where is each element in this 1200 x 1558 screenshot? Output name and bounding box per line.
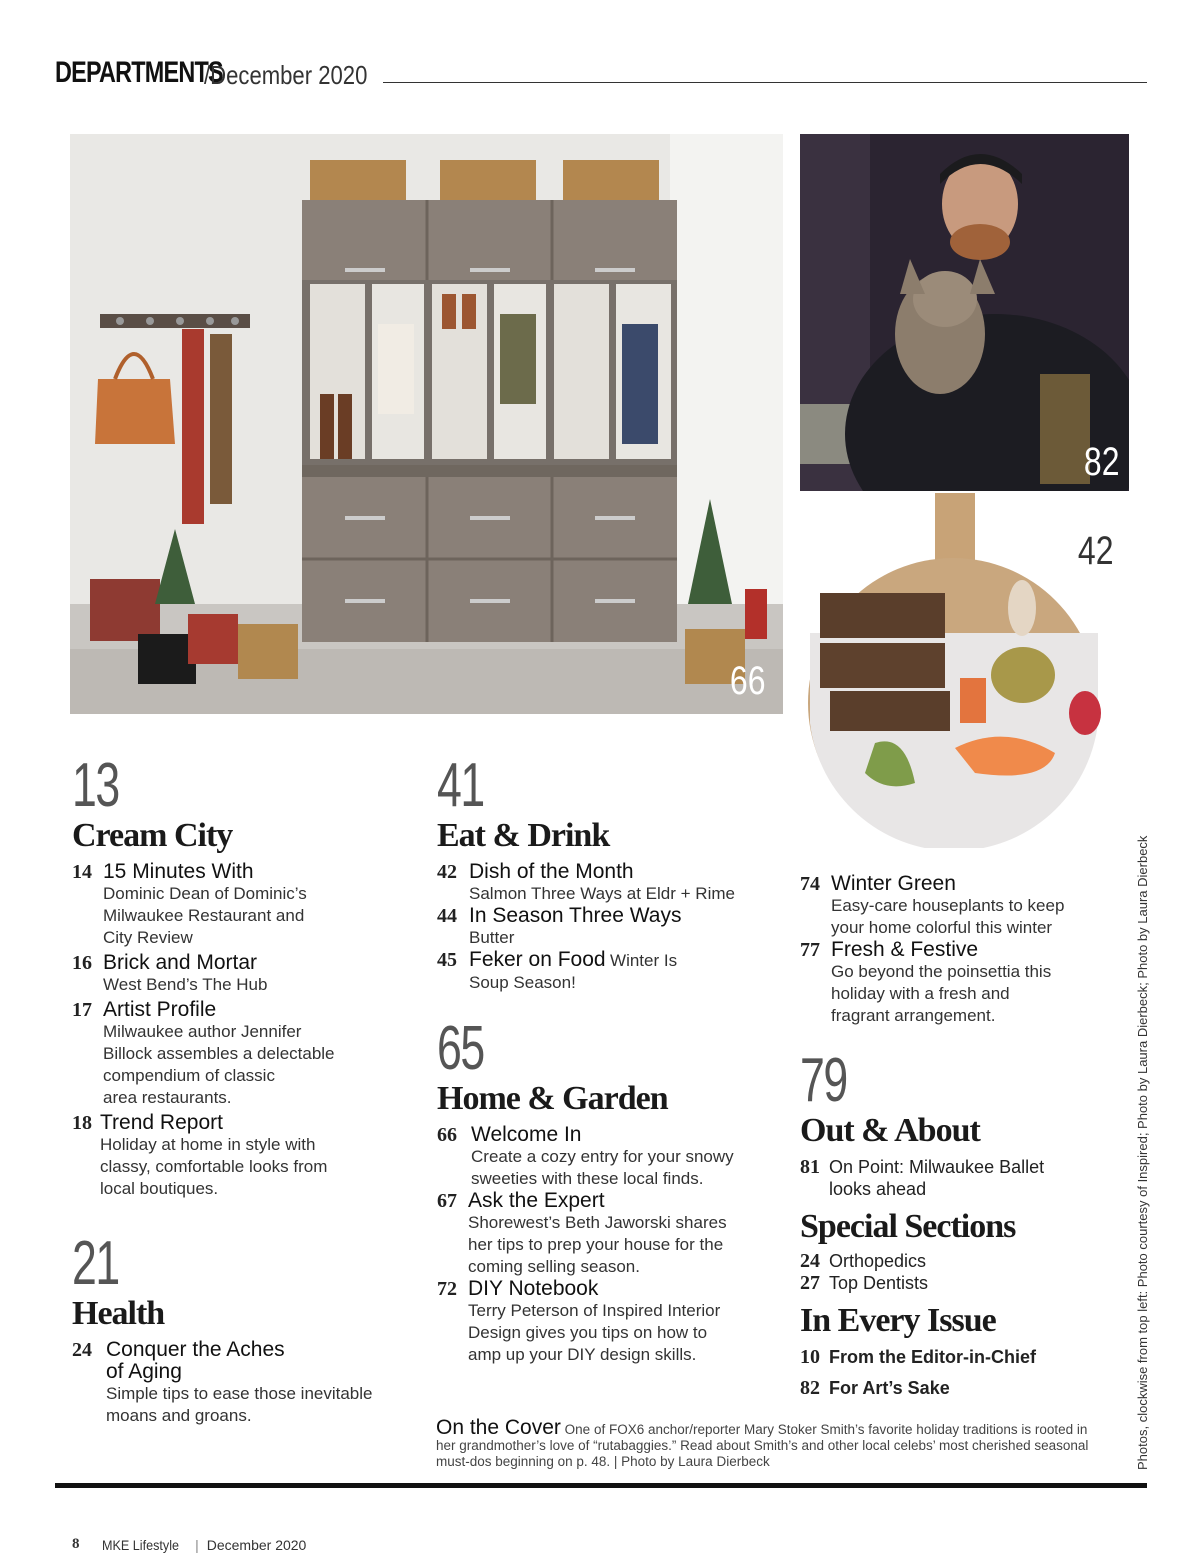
home-garden-title: Home & Garden bbox=[437, 1080, 668, 1117]
entry-title: Dish of the Month bbox=[469, 860, 634, 883]
entry-description: City Review bbox=[103, 928, 193, 947]
entry-description: coming selling season. bbox=[468, 1257, 640, 1276]
entry-page-number: 24 bbox=[800, 1250, 820, 1272]
header-rule bbox=[383, 82, 1147, 83]
toc-entry[interactable] bbox=[72, 861, 422, 949]
entry-page-number: 42 bbox=[437, 861, 457, 883]
toc-entry[interactable] bbox=[437, 1190, 777, 1278]
entry-title: 15 Minutes With bbox=[103, 860, 254, 883]
eat-drink-title: Eat & Drink bbox=[437, 817, 610, 854]
entry-title: On Point: Milwaukee Ballet bbox=[829, 1157, 1045, 1177]
home-garden-continued bbox=[800, 873, 1120, 1027]
entry-title: Fresh & Festive bbox=[831, 938, 979, 961]
entry-page-number: 17 bbox=[72, 999, 92, 1021]
entry-description: Billock assembles a delectable bbox=[103, 1044, 335, 1063]
entry-title: Artist Profile bbox=[103, 998, 217, 1021]
entry-description: Salmon Three Ways at Eldr + Rime bbox=[469, 884, 735, 903]
entry-description: Create a cozy entry for your snowy bbox=[471, 1147, 734, 1166]
toc-entry[interactable] bbox=[72, 1112, 422, 1200]
entry-page-number: 44 bbox=[437, 905, 457, 927]
footer-rule bbox=[55, 1483, 1147, 1488]
cream-city-page: 13 bbox=[72, 751, 119, 820]
entry-description: moans and groans. bbox=[106, 1406, 252, 1425]
header-issue-label: /December 2020 bbox=[204, 60, 368, 90]
entry-description: Butter bbox=[469, 928, 515, 947]
page-number: 8 bbox=[72, 1536, 80, 1552]
entry-title: Winter Green bbox=[831, 872, 956, 895]
health-title: Health bbox=[72, 1295, 165, 1332]
toc-entry[interactable] bbox=[800, 1250, 1120, 1272]
page-tag-42: 42 bbox=[1077, 529, 1113, 573]
publication-name: MKE Lifestyle bbox=[101, 1536, 179, 1553]
entry-title: DIY Notebook bbox=[468, 1277, 599, 1300]
entry-description: your home colorful this winter bbox=[831, 918, 1053, 937]
toc-entry[interactable] bbox=[800, 1346, 1120, 1368]
entry-description: Winter Is bbox=[610, 951, 678, 970]
entry-title: Orthopedics bbox=[829, 1251, 927, 1271]
entry-title: of Aging bbox=[106, 1360, 182, 1383]
entry-page-number: 10 bbox=[800, 1346, 820, 1368]
toc-entry[interactable] bbox=[800, 1156, 1120, 1200]
toc-entry[interactable] bbox=[72, 999, 422, 1109]
cover-label: On the Cover bbox=[436, 1416, 561, 1439]
cream-city-section bbox=[72, 751, 422, 1200]
entry-title: Trend Report bbox=[100, 1111, 223, 1134]
eat-drink-page: 41 bbox=[437, 751, 484, 820]
health-page: 21 bbox=[72, 1229, 119, 1298]
entry-description: Design gives you tips on how to bbox=[468, 1323, 708, 1342]
entry-description: Simple tips to ease those inevitable bbox=[106, 1384, 373, 1403]
cover-text: One of FOX6 anchor/reporter Mary Stoker Smith’s favorite holiday traditions is rooted in her grandmother’s love of “rutabaggies.” Read about Smith’s and other local celebs’ most cherished seasonal must-dos beginning on p. 48. | Photo by Laura Dierbeck bbox=[436, 1422, 1089, 1469]
toc-entry[interactable] bbox=[72, 1339, 422, 1427]
health-section bbox=[72, 1229, 422, 1427]
entry-description: amp up your DIY design skills. bbox=[468, 1345, 697, 1364]
entry-title: Ask the Expert bbox=[468, 1189, 605, 1212]
page-tag-82: 82 bbox=[1083, 440, 1119, 484]
entry-description: Go beyond the poinsettia this bbox=[831, 962, 1052, 981]
entry-page-number: 14 bbox=[72, 861, 92, 883]
salmon-board-illustration bbox=[805, 493, 1117, 848]
entry-title: Top Dentists bbox=[829, 1273, 929, 1293]
entryway-cabinet-photo[interactable] bbox=[70, 134, 783, 714]
toc-entry[interactable] bbox=[437, 949, 777, 994]
artist-with-dog-photo[interactable] bbox=[800, 134, 1129, 491]
toc-entry[interactable] bbox=[437, 861, 777, 905]
special-sections-title: Special Sections bbox=[800, 1208, 1016, 1245]
out-about-page: 79 bbox=[800, 1046, 847, 1115]
cream-city-title: Cream City bbox=[72, 817, 233, 854]
toc-entry[interactable] bbox=[437, 1124, 777, 1190]
entry-page-number: 67 bbox=[437, 1190, 457, 1212]
entry-description: classy, comfortable looks from bbox=[100, 1157, 328, 1176]
entry-description: Soup Season! bbox=[469, 973, 576, 992]
entry-title: Conquer the Aches bbox=[106, 1338, 285, 1361]
home-garden-page: 65 bbox=[437, 1014, 484, 1083]
entry-page-number: 81 bbox=[800, 1156, 820, 1178]
entry-title: For Art’s Sake bbox=[829, 1378, 950, 1398]
entry-description: her tips to prep your house for the bbox=[468, 1235, 724, 1254]
header-section-label: DEPARTMENTS bbox=[55, 56, 223, 89]
entry-description: West Bend’s The Hub bbox=[103, 975, 268, 994]
toc-entry[interactable] bbox=[437, 905, 777, 949]
entry-page-number: 16 bbox=[72, 952, 92, 974]
footer-date: December 2020 bbox=[206, 1536, 307, 1553]
artist-with-dog-illustration bbox=[800, 134, 1129, 491]
entry-description: Easy-care houseplants to keep bbox=[831, 896, 1065, 915]
toc-entry[interactable] bbox=[437, 1278, 777, 1366]
entry-page-number: 24 bbox=[72, 1339, 92, 1361]
entry-page-number: 82 bbox=[800, 1377, 820, 1399]
entry-page-number: 18 bbox=[72, 1112, 92, 1134]
home-garden-section bbox=[437, 1014, 777, 1366]
entry-description: sweeties with these local finds. bbox=[471, 1169, 704, 1188]
entry-title: In Season Three Ways bbox=[469, 904, 682, 927]
toc-entry[interactable] bbox=[800, 1377, 1120, 1399]
out-about-section bbox=[800, 1046, 1120, 1399]
department-header bbox=[55, 56, 368, 92]
out-about-title: Out & About bbox=[800, 1112, 980, 1149]
toc-entry[interactable] bbox=[72, 952, 422, 996]
entry-description: Terry Peterson of Inspired Interior bbox=[468, 1301, 721, 1320]
on-the-cover-note bbox=[436, 1416, 1106, 1470]
entry-description: compendium of classic bbox=[103, 1066, 275, 1085]
toc-entry[interactable] bbox=[800, 873, 1120, 939]
entry-description: Dominic Dean of Dominic’s bbox=[103, 884, 307, 903]
entry-title: looks ahead bbox=[829, 1179, 927, 1199]
footer-separator: | bbox=[195, 1536, 199, 1553]
entry-page-number: 45 bbox=[437, 949, 457, 971]
entry-description: Holiday at home in style with bbox=[100, 1135, 316, 1154]
every-issue-title: In Every Issue bbox=[800, 1302, 996, 1339]
entry-description: Milwaukee author Jennifer bbox=[103, 1022, 302, 1041]
eat-drink-section bbox=[437, 751, 777, 994]
entry-description: local boutiques. bbox=[100, 1179, 219, 1198]
entry-title: Welcome In bbox=[471, 1123, 582, 1146]
entry-page-number: 74 bbox=[800, 873, 820, 895]
toc-entry[interactable] bbox=[800, 1272, 1120, 1294]
entry-page-number: 27 bbox=[800, 1272, 820, 1294]
page-tag-66: 66 bbox=[729, 659, 765, 703]
entry-title: Brick and Mortar bbox=[103, 951, 258, 974]
entry-title: From the Editor-in-Chief bbox=[829, 1347, 1036, 1367]
photo-credit: Photos, clockwise from top left: Photo courtesy of Inspired; Photo by Laura Dierbeck; Photo by Laura Dierbeck bbox=[1135, 835, 1150, 1470]
entry-description: area restaurants. bbox=[103, 1088, 232, 1107]
toc-entry[interactable] bbox=[800, 939, 1120, 1027]
entry-description: fragrant arrangement. bbox=[831, 1006, 996, 1025]
entry-page-number: 66 bbox=[437, 1124, 457, 1146]
entry-page-number: 72 bbox=[437, 1278, 457, 1300]
entryway-cabinet-illustration bbox=[70, 134, 783, 714]
salmon-board-photo[interactable] bbox=[805, 493, 1117, 848]
entry-description: Shorewest’s Beth Jaworski shares bbox=[468, 1213, 727, 1232]
entry-page-number: 77 bbox=[800, 939, 820, 961]
entry-description: Milwaukee Restaurant and bbox=[103, 906, 305, 925]
page-footer bbox=[72, 1536, 306, 1553]
entry-title: Feker on Food bbox=[469, 948, 606, 971]
entry-description: holiday with a fresh and bbox=[831, 984, 1010, 1003]
